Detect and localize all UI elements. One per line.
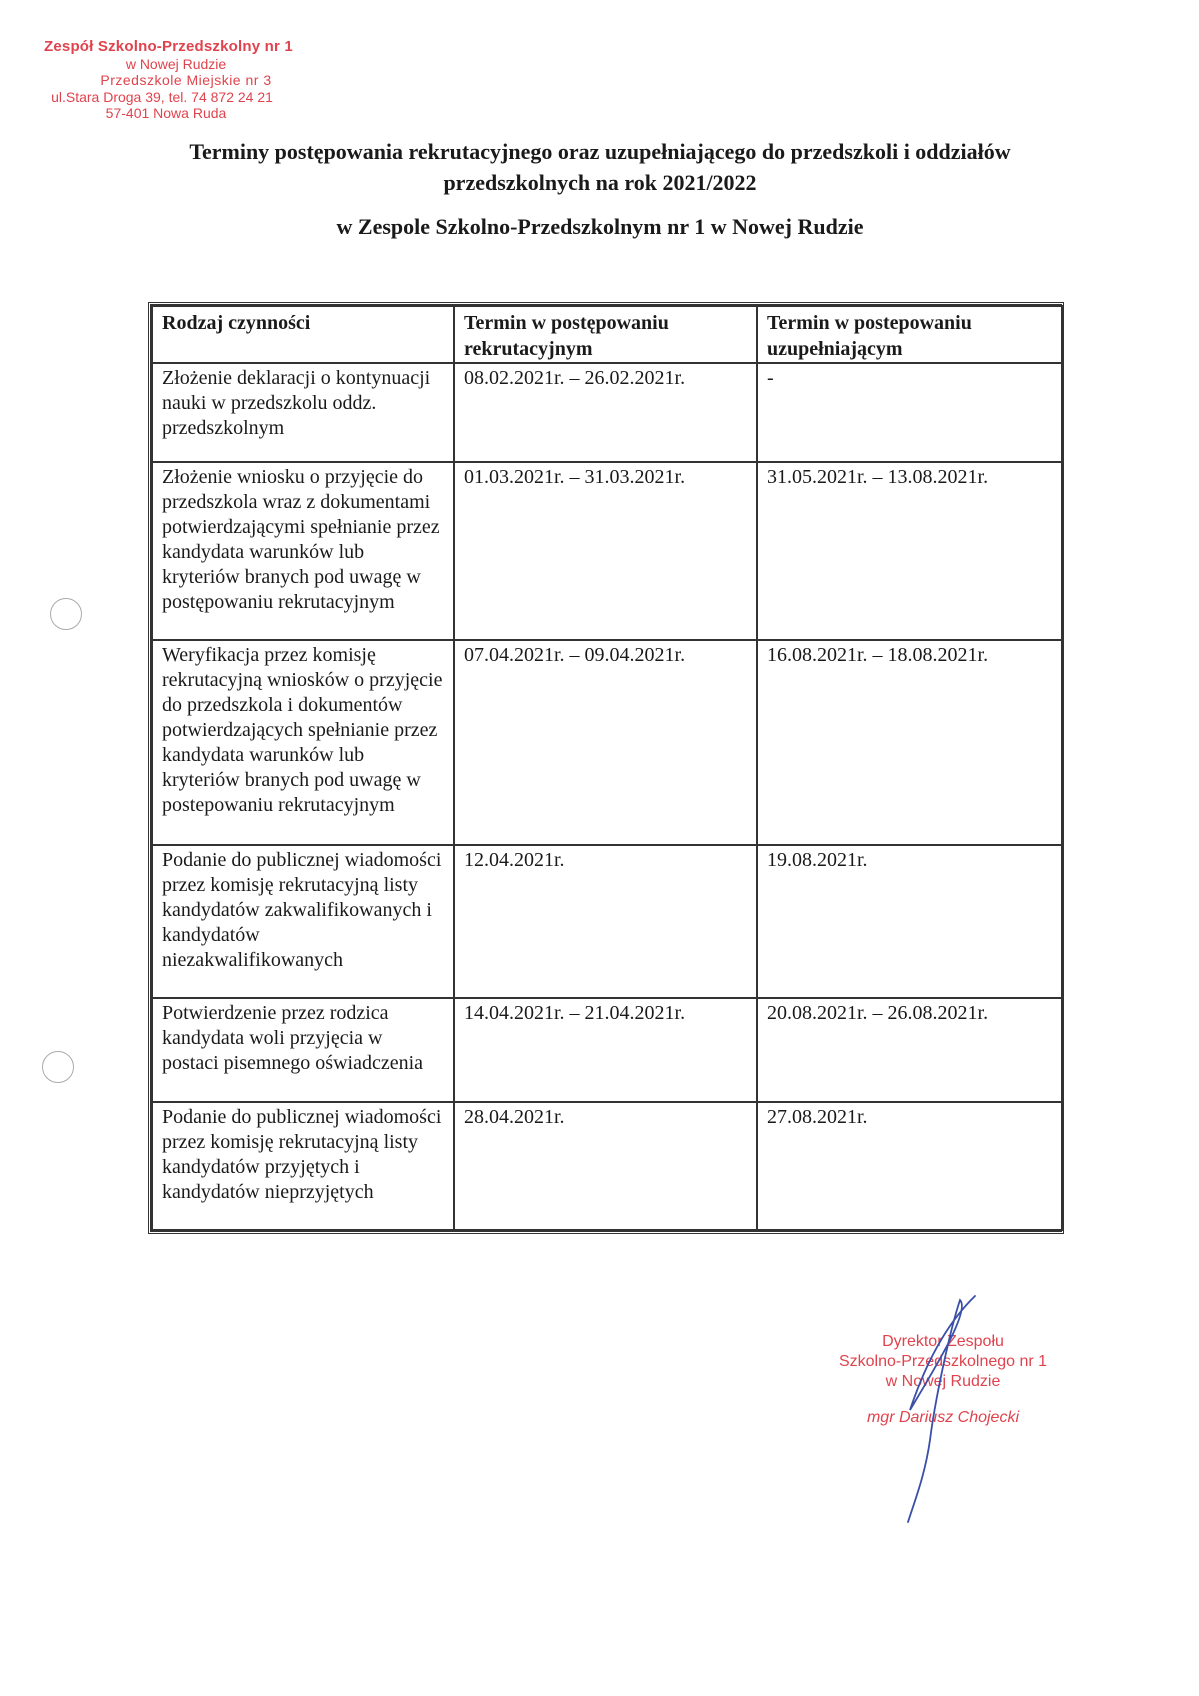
director-stamp-line-1: Dyrektor Zespołu — [882, 1333, 1004, 1350]
header-activity: Rodzaj czynności — [152, 306, 454, 363]
document-title — [140, 136, 1060, 198]
table-row — [152, 462, 1062, 640]
supplementary-date-cell: 19.08.2021r. — [757, 845, 1062, 998]
table-row — [152, 640, 1062, 845]
header-recruitment-date: Termin w postępowaniu rekrutacyjnym — [454, 306, 757, 363]
table-row — [152, 363, 1062, 462]
school-stamp — [36, 38, 336, 121]
recruitment-date-cell: 08.02.2021r. – 26.02.2021r. — [454, 363, 757, 462]
supplementary-date-cell: 31.05.2021r. – 13.08.2021r. — [757, 462, 1062, 640]
activity-cell: Złożenie deklaracji o kontynuacji nauki w przedszkolu oddz. przedszkolnym — [152, 363, 454, 462]
recruitment-date-cell: 14.04.2021r. – 21.04.2021r. — [454, 998, 757, 1102]
recruitment-date-cell: 01.03.2021r. – 31.03.2021r. — [454, 462, 757, 640]
schedule-table — [151, 305, 1063, 1231]
header-supplementary-date: Termin w postepowaniu uzupełniającym — [757, 306, 1062, 363]
stamp-line-1: Zespół Szkolno-Przedszkolny nr 1 — [44, 38, 293, 55]
table-row — [152, 845, 1062, 998]
table-header-row — [152, 306, 1062, 363]
activity-cell: Potwierdzenie przez rodzica kandydata woli przyjęcia w postaci pisemnego oświadczenia — [152, 998, 454, 1102]
schedule-table-frame — [148, 302, 1064, 1234]
stamp-line-2: w Nowej Rudzie — [125, 56, 227, 72]
supplementary-date-cell: 16.08.2021r. – 18.08.2021r. — [757, 640, 1062, 845]
director-stamp-line-3: w Nowej Rudzie — [885, 1373, 1001, 1390]
recruitment-date-cell: 28.04.2021r. — [454, 1102, 757, 1230]
stamp-line-4: ul.Stara Droga 39, tel. 74 872 24 21 — [51, 89, 273, 105]
activity-cell: Podanie do publicznej wiadomości przez komisję rekrutacyjną listy kandydatów przyjętych i kandydatów nieprzyjętych — [152, 1102, 454, 1230]
director-stamp-line-2: Szkolno-Przedszkolnego nr 1 — [838, 1353, 1048, 1370]
title-line-1: Terminy postępowania rekrutacyjnego oraz uzupełniającego do przedszkoli i oddziałów — [189, 139, 1011, 164]
director-name: mgr Dariusz Chojecki — [866, 1409, 1020, 1426]
table-row — [152, 998, 1062, 1102]
punch-hole-mark — [50, 598, 82, 630]
recruitment-date-cell: 12.04.2021r. — [454, 845, 757, 998]
handwritten-signature-icon — [880, 1290, 1000, 1530]
activity-cell: Weryfikacja przez komisję rekrutacyjną wniosków o przyjęcie do przedszkola i dokumentów potwierdzających spełnianie przez kandydata warunków lub kryteriów branych pod uwagę w postepowaniu rekrutacyjnym — [152, 640, 454, 845]
supplementary-date-cell: 27.08.2021r. — [757, 1102, 1062, 1230]
document-subtitle: w Zespole Szkolno-Przedszkolnym nr 1 w Nowej Rudzie — [336, 214, 864, 239]
supplementary-date-cell: 20.08.2021r. – 26.08.2021r. — [757, 998, 1062, 1102]
punch-hole-mark — [42, 1051, 74, 1083]
activity-cell: Złożenie wniosku o przyjęcie do przedszkola wraz z dokumentami potwierdzającymi spełnianie przez kandydata warunków lub kryteriów branych pod uwagę w postępowaniu rekrutacyjnym — [152, 462, 454, 640]
activity-cell: Podanie do publicznej wiadomości przez komisję rekrutacyjną listy kandydatów zakwalifikowanych i kandydatów niezakwalifikowanych — [152, 845, 454, 998]
table-row — [152, 1102, 1062, 1230]
title-line-2: przedszkolnych na rok 2021/2022 — [443, 170, 757, 195]
recruitment-date-cell: 07.04.2021r. – 09.04.2021r. — [454, 640, 757, 845]
stamp-line-5: 57-401 Nowa Ruda — [105, 105, 227, 121]
supplementary-date-cell: - — [757, 363, 1062, 462]
stamp-line-3: Przedszkole Miejskie nr 3 — [100, 72, 272, 88]
